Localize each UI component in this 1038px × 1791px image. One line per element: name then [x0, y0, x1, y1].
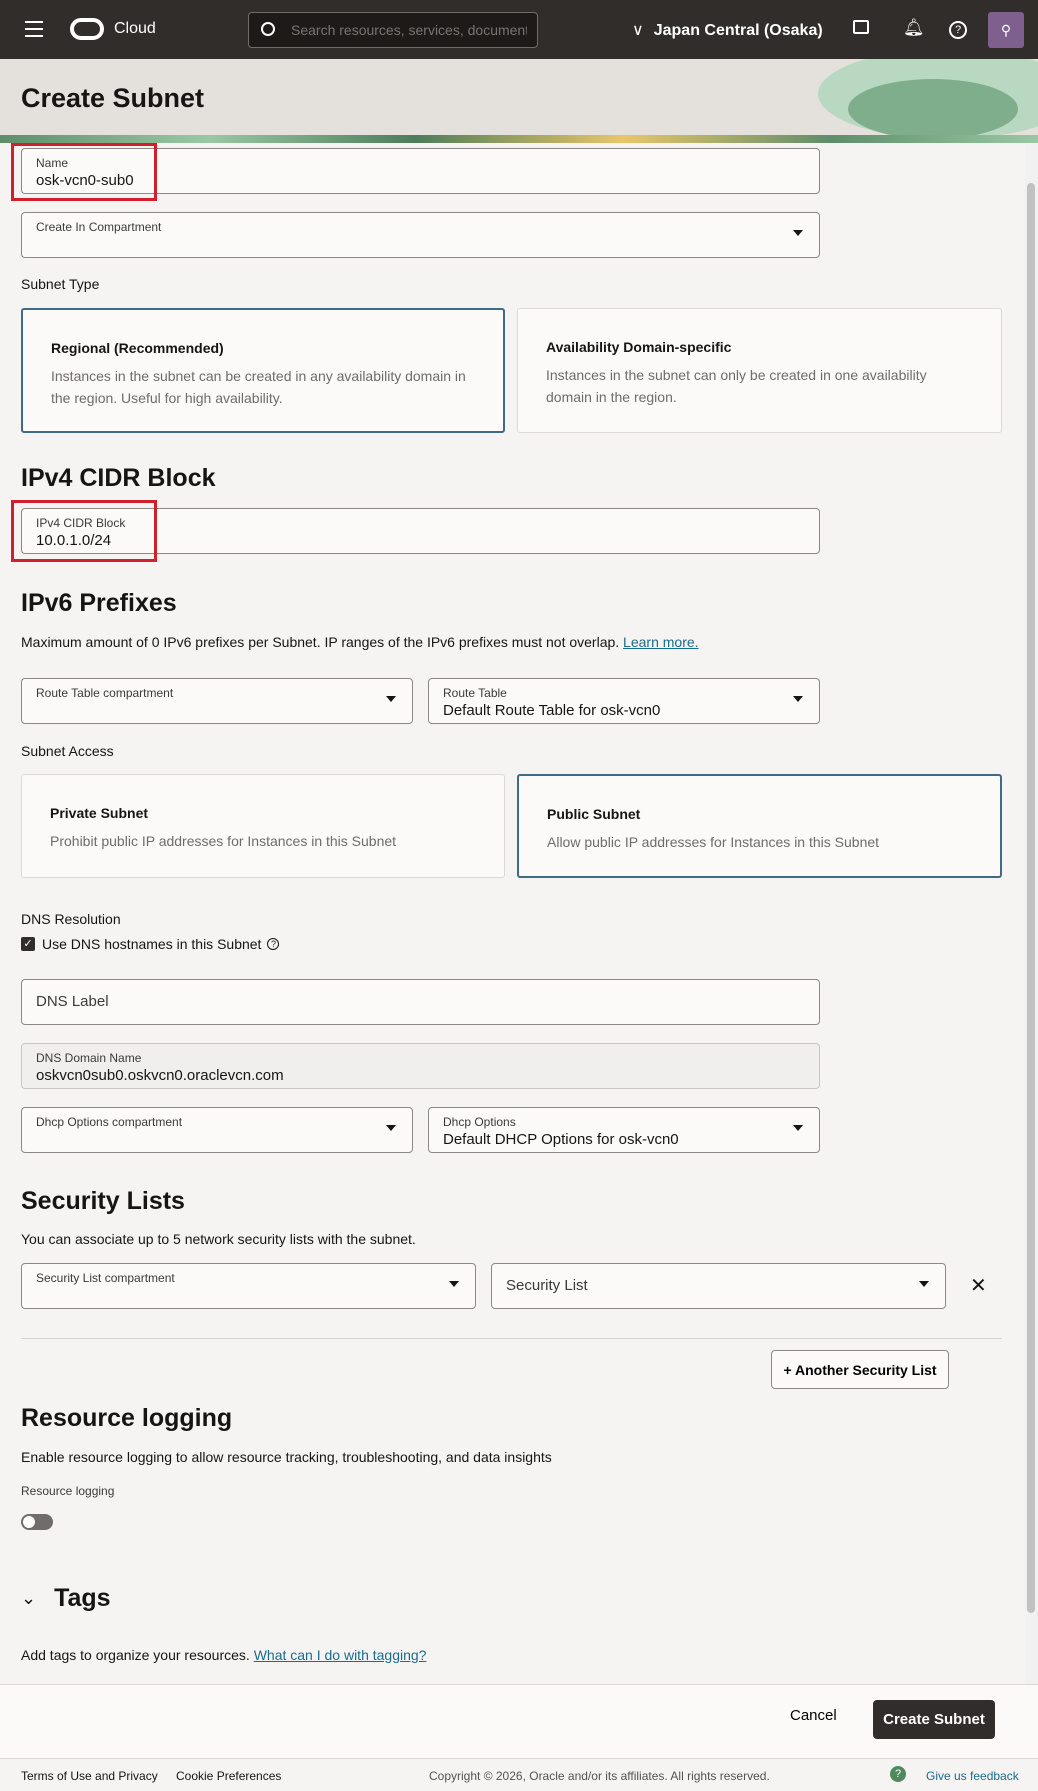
ipv6-description: Maximum amount of 0 IPv6 prefixes per Subnet. IP ranges of the IPv6 prefixes must not overlap. Learn more.	[21, 634, 699, 650]
route-table-select[interactable]: Route Table Default Route Table for osk-vcn0	[428, 678, 820, 724]
action-bar	[0, 1684, 1038, 1759]
subnet-access-public-option[interactable]: Public Subnet Allow public IP addresses for Instances in this Subnet	[517, 774, 1002, 878]
oracle-logo-icon[interactable]	[70, 18, 104, 40]
dropdown-caret-icon	[386, 1125, 396, 1131]
dhcp-options-select[interactable]: Dhcp Options Default DHCP Options for osk-vcn0	[428, 1107, 820, 1153]
dns-resolution-label: DNS Resolution	[21, 911, 121, 927]
security-list-select[interactable]: Security List	[491, 1263, 946, 1309]
search-box[interactable]	[248, 12, 538, 48]
dhcp-compartment-select[interactable]: Dhcp Options compartment	[21, 1107, 413, 1153]
feedback-help-icon[interactable]: ?	[890, 1766, 906, 1782]
page-header-band	[0, 59, 1038, 143]
remove-security-list-icon[interactable]: ✕	[970, 1275, 987, 1297]
copyright-text: Copyright © 2026, Oracle and/or its affiliates. All rights reserved.	[429, 1769, 770, 1783]
learn-more-link[interactable]: Learn more.	[623, 634, 699, 650]
subnet-type-ad-specific-option[interactable]: Availability Domain-specific Instances in the subnet can only be created in one availability domain in the region.	[517, 308, 1002, 433]
resource-logging-heading: Resource logging	[21, 1404, 233, 1432]
top-navigation-bar	[0, 0, 1038, 59]
search-input[interactable]	[291, 20, 527, 40]
brand-label: Cloud	[114, 20, 156, 37]
subnet-access-private-option[interactable]: Private Subnet Prohibit public IP addresses for Instances in this Subnet	[21, 774, 505, 878]
resource-logging-description: Enable resource logging to allow resource tracking, troubleshooting, and data insights	[21, 1449, 552, 1465]
resource-logging-label: Resource logging	[21, 1484, 115, 1498]
hamburger-menu-icon[interactable]	[25, 21, 43, 37]
ipv4-cidr-field[interactable]: IPv4 CIDR Block 10.0.1.0/24	[21, 508, 820, 554]
footer	[0, 1759, 1038, 1791]
tagging-help-link[interactable]: What can I do with tagging?	[253, 1647, 427, 1663]
highlight-box	[11, 500, 157, 562]
add-security-list-button[interactable]: + Another Security List	[771, 1350, 949, 1389]
tags-description: Add tags to organize your resources. What can I do with tagging?	[21, 1647, 427, 1663]
page-title: Create Subnet	[21, 83, 205, 113]
subnet-type-label: Subnet Type	[21, 276, 100, 292]
dropdown-caret-icon	[793, 230, 803, 236]
cookie-preferences-link[interactable]: Cookie Preferences	[176, 1769, 282, 1783]
compartment-select[interactable]: Create In Compartment	[21, 212, 820, 258]
ipv4-cidr-input[interactable]: 10.0.1.0/24	[36, 532, 112, 549]
security-lists-heading: Security Lists	[21, 1187, 185, 1215]
name-field[interactable]: Name osk-vcn0-sub0	[21, 148, 820, 194]
help-icon[interactable]: ?	[949, 21, 967, 39]
route-table-compartment-select[interactable]: Route Table compartment	[21, 678, 413, 724]
terms-link[interactable]: Terms of Use and Privacy	[21, 1769, 158, 1783]
dns-hostnames-checkbox[interactable]: ✓ Use DNS hostnames in this Subnet ?	[21, 936, 279, 952]
resource-logging-toggle[interactable]	[21, 1514, 53, 1530]
scrollbar[interactable]	[1025, 143, 1038, 1684]
chevron-down-icon: ∨	[632, 22, 644, 39]
feedback-link[interactable]: Give us feedback	[926, 1769, 1019, 1783]
ipv4-heading: IPv4 CIDR Block	[21, 464, 216, 492]
user-avatar[interactable]: ⚲	[988, 12, 1024, 48]
subnet-type-regional-option[interactable]: Regional (Recommended) Instances in the subnet can be created in any availability domain in the region. Useful for high availability.	[21, 308, 505, 433]
highlight-box	[11, 143, 157, 201]
ipv6-heading: IPv6 Prefixes	[21, 589, 177, 617]
security-list-compartment-select[interactable]: Security List compartment	[21, 1263, 476, 1309]
developer-tools-icon[interactable]	[853, 20, 869, 34]
divider	[21, 1338, 1002, 1339]
cancel-button[interactable]: Cancel	[790, 1707, 837, 1724]
search-icon	[261, 22, 275, 36]
info-icon[interactable]: ?	[267, 938, 279, 950]
dns-label-input[interactable]: DNS Label	[21, 979, 820, 1025]
subnet-access-label: Subnet Access	[21, 743, 114, 759]
notifications-bell-icon[interactable]: 🔔︎	[903, 18, 925, 37]
dropdown-caret-icon	[793, 1125, 803, 1131]
security-lists-description: You can associate up to 5 network security lists with the subnet.	[21, 1231, 416, 1247]
region-selector[interactable]: ∨ Japan Central (Osaka)	[632, 22, 823, 39]
dropdown-caret-icon	[793, 696, 803, 702]
chevron-down-icon: ⌄	[21, 1588, 37, 1608]
dropdown-caret-icon	[919, 1281, 929, 1287]
checkbox-checked-icon[interactable]: ✓	[21, 937, 35, 951]
name-input[interactable]: osk-vcn0-sub0	[36, 172, 134, 189]
tags-section-toggle[interactable]: ⌄ Tags	[21, 1584, 111, 1612]
dropdown-caret-icon	[386, 696, 396, 702]
dropdown-caret-icon	[449, 1281, 459, 1287]
dns-domain-name-field: DNS Domain Name oskvcn0sub0.oskvcn0.oraclevcn.com	[21, 1043, 820, 1089]
create-subnet-button[interactable]: Create Subnet	[873, 1700, 995, 1739]
